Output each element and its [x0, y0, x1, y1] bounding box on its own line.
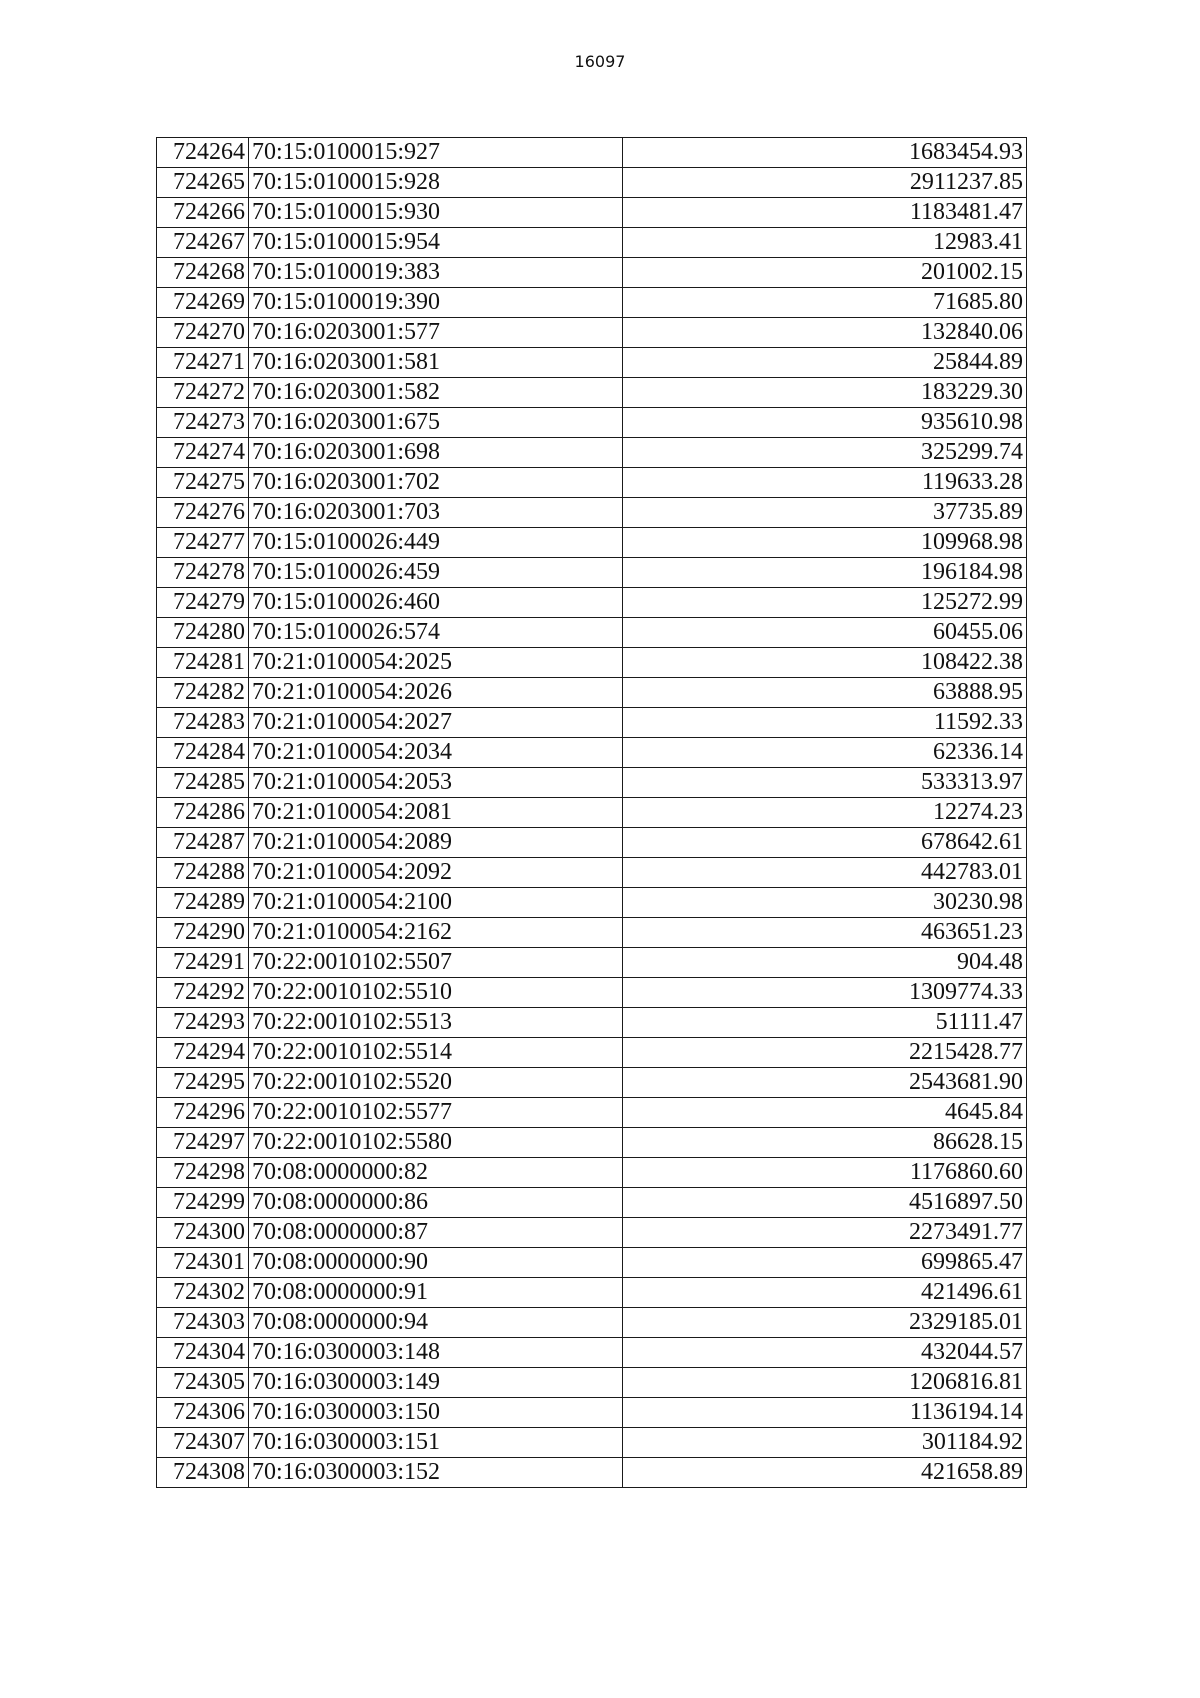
row-number-cell: 724267 [157, 228, 249, 258]
cadastral-number-cell: 70:16:0300003:149 [249, 1368, 623, 1398]
table-row [157, 978, 1027, 1008]
value-cell: 463651.23 [623, 918, 1027, 948]
table-row [157, 1278, 1027, 1308]
value-cell: 183229.30 [623, 378, 1027, 408]
row-number-cell: 724302 [157, 1278, 249, 1308]
row-number-cell: 724298 [157, 1158, 249, 1188]
value-cell: 63888.95 [623, 678, 1027, 708]
value-cell: 30230.98 [623, 888, 1027, 918]
row-number-cell: 724271 [157, 348, 249, 378]
value-cell: 1309774.33 [623, 978, 1027, 1008]
row-number-cell: 724291 [157, 948, 249, 978]
value-cell: 62336.14 [623, 738, 1027, 768]
row-number-cell: 724275 [157, 468, 249, 498]
cadastral-number-cell: 70:21:0100054:2100 [249, 888, 623, 918]
value-cell: 51111.47 [623, 1008, 1027, 1038]
cadastral-number-cell: 70:15:0100026:460 [249, 588, 623, 618]
value-cell: 2329185.01 [623, 1308, 1027, 1338]
cadastral-number-cell: 70:16:0300003:148 [249, 1338, 623, 1368]
cadastral-number-cell: 70:16:0203001:698 [249, 438, 623, 468]
value-cell: 2543681.90 [623, 1068, 1027, 1098]
table-row [157, 1368, 1027, 1398]
cadastral-number-cell: 70:08:0000000:82 [249, 1158, 623, 1188]
cadastral-number-cell: 70:08:0000000:87 [249, 1218, 623, 1248]
value-cell: 1136194.14 [623, 1398, 1027, 1428]
cadastral-number-cell: 70:21:0100054:2053 [249, 768, 623, 798]
value-cell: 442783.01 [623, 858, 1027, 888]
registry-table-body [157, 138, 1027, 1488]
cadastral-number-cell: 70:21:0100054:2027 [249, 708, 623, 738]
table-row [157, 138, 1027, 168]
value-cell: 12274.23 [623, 798, 1027, 828]
row-number-cell: 724282 [157, 678, 249, 708]
row-number-cell: 724288 [157, 858, 249, 888]
table-row [157, 1188, 1027, 1218]
table-row [157, 738, 1027, 768]
value-cell: 1176860.60 [623, 1158, 1027, 1188]
table-row [157, 828, 1027, 858]
row-number-cell: 724269 [157, 288, 249, 318]
value-cell: 11592.33 [623, 708, 1027, 738]
table-row [157, 348, 1027, 378]
value-cell: 132840.06 [623, 318, 1027, 348]
value-cell: 201002.15 [623, 258, 1027, 288]
value-cell: 1683454.93 [623, 138, 1027, 168]
value-cell: 325299.74 [623, 438, 1027, 468]
cadastral-number-cell: 70:15:0100019:390 [249, 288, 623, 318]
cadastral-number-cell: 70:16:0203001:702 [249, 468, 623, 498]
table-row [157, 1398, 1027, 1428]
cadastral-number-cell: 70:16:0203001:675 [249, 408, 623, 438]
value-cell: 4516897.50 [623, 1188, 1027, 1218]
row-number-cell: 724276 [157, 498, 249, 528]
value-cell: 904.48 [623, 948, 1027, 978]
row-number-cell: 724273 [157, 408, 249, 438]
table-row [157, 318, 1027, 348]
cadastral-number-cell: 70:21:0100054:2081 [249, 798, 623, 828]
table-row [157, 678, 1027, 708]
row-number-cell: 724279 [157, 588, 249, 618]
row-number-cell: 724280 [157, 618, 249, 648]
cadastral-number-cell: 70:15:0100015:928 [249, 168, 623, 198]
value-cell: 301184.92 [623, 1428, 1027, 1458]
row-number-cell: 724285 [157, 768, 249, 798]
cadastral-number-cell: 70:15:0100015:930 [249, 198, 623, 228]
cadastral-number-cell: 70:22:0010102:5513 [249, 1008, 623, 1038]
row-number-cell: 724294 [157, 1038, 249, 1068]
table-row [157, 1038, 1027, 1068]
table-row [157, 468, 1027, 498]
cadastral-number-cell: 70:08:0000000:86 [249, 1188, 623, 1218]
value-cell: 935610.98 [623, 408, 1027, 438]
row-number-cell: 724268 [157, 258, 249, 288]
cadastral-number-cell: 70:16:0203001:582 [249, 378, 623, 408]
value-cell: 1206816.81 [623, 1368, 1027, 1398]
cadastral-number-cell: 70:22:0010102:5577 [249, 1098, 623, 1128]
row-number-cell: 724278 [157, 558, 249, 588]
value-cell: 125272.99 [623, 588, 1027, 618]
value-cell: 25844.89 [623, 348, 1027, 378]
cadastral-number-cell: 70:08:0000000:94 [249, 1308, 623, 1338]
cadastral-number-cell: 70:15:0100026:449 [249, 528, 623, 558]
value-cell: 196184.98 [623, 558, 1027, 588]
cadastral-number-cell: 70:15:0100015:954 [249, 228, 623, 258]
table-row [157, 168, 1027, 198]
cadastral-number-cell: 70:15:0100026:574 [249, 618, 623, 648]
value-cell: 2911237.85 [623, 168, 1027, 198]
value-cell: 12983.41 [623, 228, 1027, 258]
row-number-cell: 724264 [157, 138, 249, 168]
row-number-cell: 724301 [157, 1248, 249, 1278]
row-number-cell: 724300 [157, 1218, 249, 1248]
cadastral-number-cell: 70:16:0300003:152 [249, 1458, 623, 1488]
table-row [157, 888, 1027, 918]
row-number-cell: 724286 [157, 798, 249, 828]
table-row [157, 1128, 1027, 1158]
table-row [157, 1248, 1027, 1278]
row-number-cell: 724304 [157, 1338, 249, 1368]
table-row [157, 1308, 1027, 1338]
row-number-cell: 724299 [157, 1188, 249, 1218]
table-row [157, 618, 1027, 648]
cadastral-number-cell: 70:16:0203001:577 [249, 318, 623, 348]
registry-table [156, 137, 1027, 1488]
value-cell: 533313.97 [623, 768, 1027, 798]
table-row [157, 1008, 1027, 1038]
row-number-cell: 724303 [157, 1308, 249, 1338]
table-row [157, 498, 1027, 528]
cadastral-number-cell: 70:21:0100054:2026 [249, 678, 623, 708]
row-number-cell: 724277 [157, 528, 249, 558]
table-row [157, 438, 1027, 468]
cadastral-number-cell: 70:21:0100054:2162 [249, 918, 623, 948]
cadastral-number-cell: 70:16:0203001:703 [249, 498, 623, 528]
value-cell: 60455.06 [623, 618, 1027, 648]
row-number-cell: 724289 [157, 888, 249, 918]
table-row [157, 1068, 1027, 1098]
cadastral-number-cell: 70:15:0100026:459 [249, 558, 623, 588]
table-row [157, 798, 1027, 828]
cadastral-number-cell: 70:15:0100015:927 [249, 138, 623, 168]
value-cell: 1183481.47 [623, 198, 1027, 228]
cadastral-number-cell: 70:22:0010102:5514 [249, 1038, 623, 1068]
cadastral-number-cell: 70:16:0203001:581 [249, 348, 623, 378]
cadastral-number-cell: 70:15:0100019:383 [249, 258, 623, 288]
table-row [157, 1218, 1027, 1248]
value-cell: 421496.61 [623, 1278, 1027, 1308]
cadastral-number-cell: 70:08:0000000:91 [249, 1278, 623, 1308]
table-row [157, 258, 1027, 288]
table-row [157, 558, 1027, 588]
value-cell: 71685.80 [623, 288, 1027, 318]
value-cell: 432044.57 [623, 1338, 1027, 1368]
table-row [157, 1428, 1027, 1458]
cadastral-number-cell: 70:16:0300003:151 [249, 1428, 623, 1458]
table-row [157, 1458, 1027, 1488]
table-row [157, 228, 1027, 258]
value-cell: 421658.89 [623, 1458, 1027, 1488]
value-cell: 86628.15 [623, 1128, 1027, 1158]
table-row [157, 768, 1027, 798]
row-number-cell: 724293 [157, 1008, 249, 1038]
row-number-cell: 724307 [157, 1428, 249, 1458]
value-cell: 37735.89 [623, 498, 1027, 528]
row-number-cell: 724287 [157, 828, 249, 858]
value-cell: 108422.38 [623, 648, 1027, 678]
table-row [157, 528, 1027, 558]
table-row [157, 948, 1027, 978]
row-number-cell: 724274 [157, 438, 249, 468]
row-number-cell: 724272 [157, 378, 249, 408]
value-cell: 109968.98 [623, 528, 1027, 558]
table-row [157, 858, 1027, 888]
row-number-cell: 724266 [157, 198, 249, 228]
row-number-cell: 724308 [157, 1458, 249, 1488]
cadastral-number-cell: 70:21:0100054:2025 [249, 648, 623, 678]
row-number-cell: 724284 [157, 738, 249, 768]
cadastral-number-cell: 70:21:0100054:2089 [249, 828, 623, 858]
page-number: 16097 [574, 52, 626, 71]
row-number-cell: 724306 [157, 1398, 249, 1428]
cadastral-number-cell: 70:22:0010102:5510 [249, 978, 623, 1008]
table-row [157, 378, 1027, 408]
row-number-cell: 724265 [157, 168, 249, 198]
cadastral-number-cell: 70:22:0010102:5520 [249, 1068, 623, 1098]
cadastral-number-cell: 70:08:0000000:90 [249, 1248, 623, 1278]
table-row [157, 918, 1027, 948]
row-number-cell: 724295 [157, 1068, 249, 1098]
value-cell: 2273491.77 [623, 1218, 1027, 1248]
table-row [157, 588, 1027, 618]
cadastral-number-cell: 70:21:0100054:2034 [249, 738, 623, 768]
row-number-cell: 724270 [157, 318, 249, 348]
row-number-cell: 724283 [157, 708, 249, 738]
row-number-cell: 724297 [157, 1128, 249, 1158]
value-cell: 699865.47 [623, 1248, 1027, 1278]
table-row [157, 1338, 1027, 1368]
value-cell: 2215428.77 [623, 1038, 1027, 1068]
row-number-cell: 724281 [157, 648, 249, 678]
cadastral-number-cell: 70:21:0100054:2092 [249, 858, 623, 888]
table-row [157, 288, 1027, 318]
value-cell: 678642.61 [623, 828, 1027, 858]
row-number-cell: 724296 [157, 1098, 249, 1128]
table-row [157, 648, 1027, 678]
row-number-cell: 724290 [157, 918, 249, 948]
table-row [157, 408, 1027, 438]
row-number-cell: 724305 [157, 1368, 249, 1398]
table-row [157, 1098, 1027, 1128]
cadastral-number-cell: 70:16:0300003:150 [249, 1398, 623, 1428]
cadastral-number-cell: 70:22:0010102:5507 [249, 948, 623, 978]
value-cell: 119633.28 [623, 468, 1027, 498]
row-number-cell: 724292 [157, 978, 249, 1008]
table-row [157, 1158, 1027, 1188]
table-row [157, 198, 1027, 228]
table-row [157, 708, 1027, 738]
value-cell: 4645.84 [623, 1098, 1027, 1128]
cadastral-number-cell: 70:22:0010102:5580 [249, 1128, 623, 1158]
